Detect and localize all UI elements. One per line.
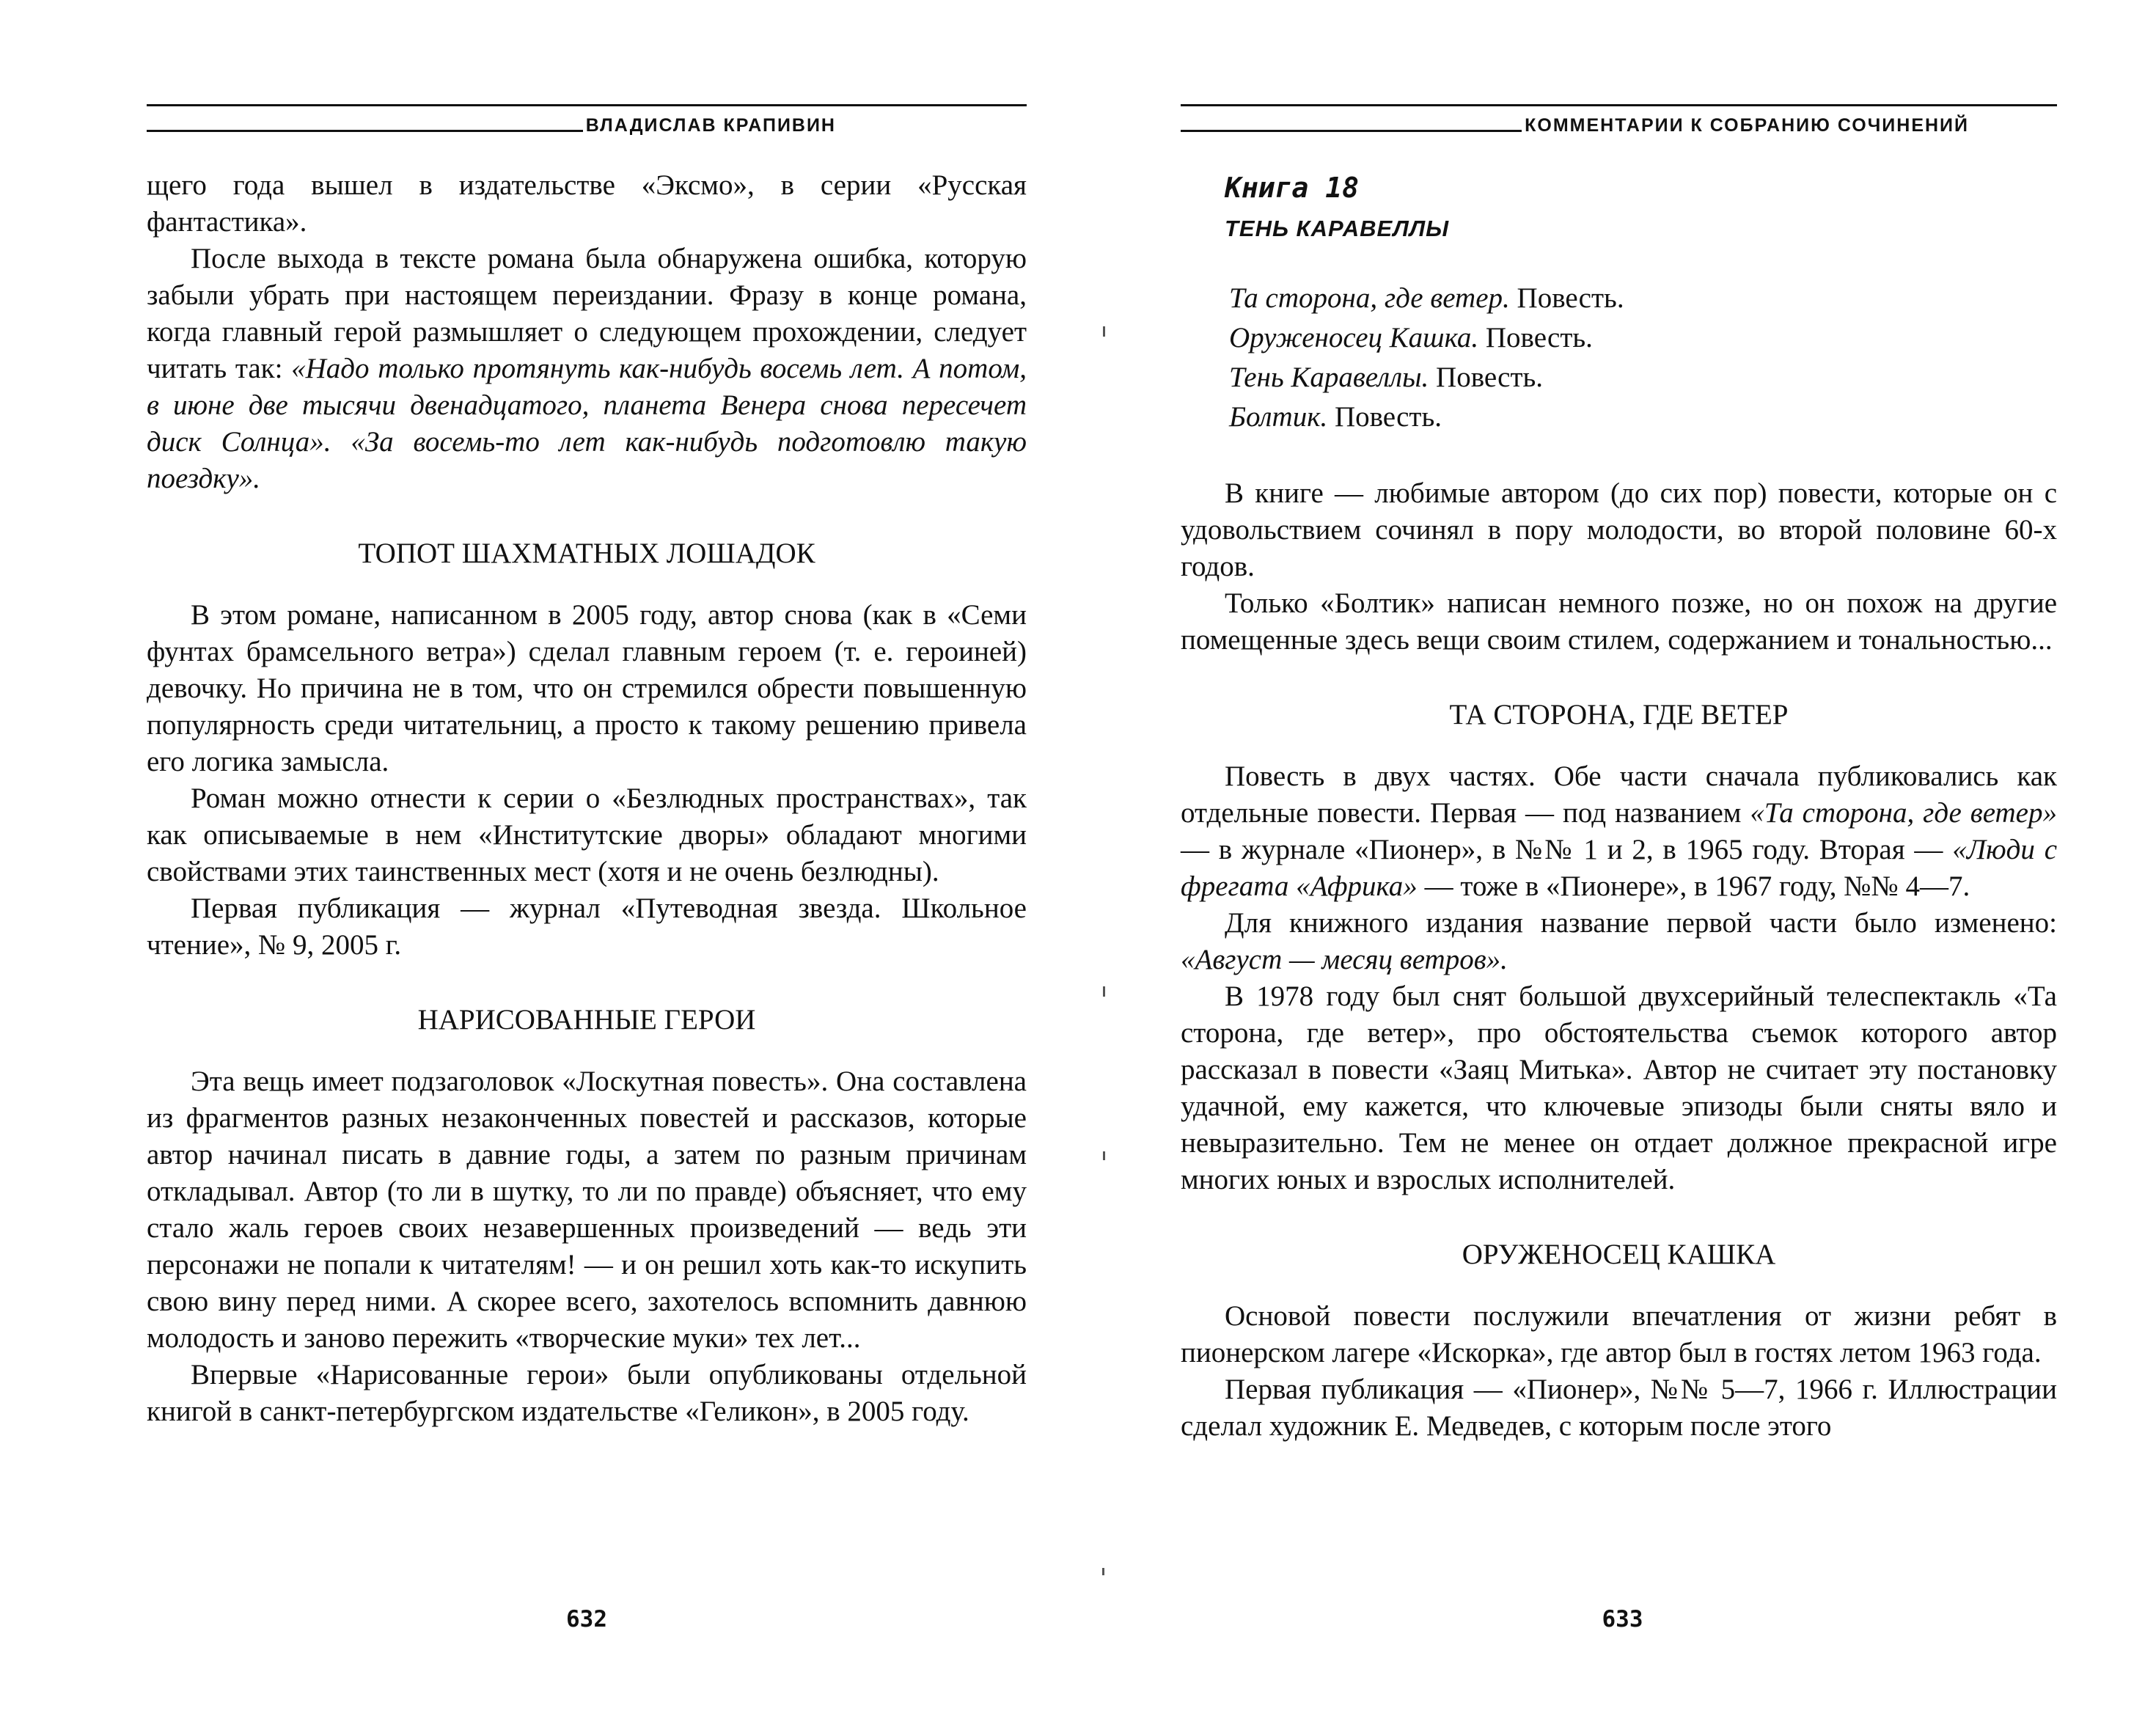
gutter-mark: [1103, 1151, 1105, 1160]
paragraph: щего года вышел в издательстве «Эксмо», в серии «Русская фантастика».: [147, 169, 1027, 238]
paragraph-plain: Повесть в двух частях. Обе части сначала публиковались как отдельные повести. Первая — под названием: [1181, 760, 2057, 829]
title-italic: «Та сторона, где ветер»: [1750, 797, 2057, 829]
running-head-title: КОММЕНТАРИИ К СОБРАНИЮ СОЧИНЕНИЙ: [1525, 115, 1969, 136]
work-kind: Повесть.: [1478, 322, 1593, 353]
page-number: 632: [566, 1606, 607, 1632]
title-italic: «Люди с фрегата «Африка»: [1181, 834, 2058, 902]
list-item: [1229, 397, 2057, 437]
paragraph-plain: — тоже в «Пионере», в 1967 году, №№ 4—7.: [1417, 871, 1970, 902]
paragraph: Первая публикация — «Пионер», №№ 5—7, 1966 г. Иллюстрации сделал художник Е. Медведев, с которым после этого: [1181, 1374, 2057, 1442]
list-item: [1229, 358, 2057, 397]
work-kind: Повесть.: [1327, 401, 1442, 433]
running-head-author: ВЛАДИСЛАВ КРАПИВИН: [585, 115, 836, 136]
paragraph: Эта вещь имеет подзаголовок «Лоскутная повесть». Она составлена из фрагментов разных незаконченных повестей и рассказов, которые автор начинал писать в давние годы, а затем по разным причинам откладывал. Автор (то ли в шутку, то ли по правде) объясняет, что ему стало жаль героев своих незавершенных произведений — ведь эти персонажи не попали к читателям! — и он решил хоть как-то искупить свою вину перед ними. А скорее всего, захотелось вспомнить давнюю молодость и заново пережить «творческие муки» тех лет...: [147, 1066, 1027, 1354]
work-title: Оруженосец Кашка.: [1229, 322, 1479, 353]
list-item: [1229, 318, 2057, 358]
header-rule: [147, 104, 1027, 106]
book-subtitle: ТЕНЬ КАРАВЕЛЛЫ: [1225, 216, 1450, 241]
quote-italic: «Надо только протянуть как-нибудь восемь лет. А потом, в июне две тысячи двенадцатого, планета Венера снова пересечет диск Солнца». «За восемь-то лет как-нибудь подготовлю такую поездку».: [147, 353, 1027, 494]
paragraph: В этом романе, написанном в 2005 году, автор снова (как в «Семи фунтах брамсельного ветра») сделал главным героем (т. е. героиней) девочку. Но причина не в том, что он стремился обрести повышенную популярность среди читательниц, а просто к такому решению привела его логика замысла.: [147, 599, 1027, 777]
paragraph: Впервые «Нарисованные герои» были опубликованы отдельной книгой в санкт-петербургском издательстве «Геликон», в 2005 году.: [147, 1359, 1027, 1427]
list-item: [1229, 279, 2057, 318]
header-rule: [1181, 104, 2057, 106]
work-kind: Повесть.: [1429, 362, 1544, 393]
paragraph: В книге — любимые автором (до сих пор) повести, которые он с удовольствием сочинял в пору молодости, во второй половине 60-х годов.: [1181, 477, 2057, 582]
work-kind: Повесть.: [1509, 282, 1624, 314]
section-heading: ОРУЖЕНОСЕЦ КАШКА: [1462, 1239, 1776, 1270]
running-head: [147, 111, 836, 136]
work-title: Тень Каравеллы.: [1229, 362, 1429, 393]
left-page-text: [147, 167, 1027, 1430]
work-title: Та сторона, где ветер.: [1229, 282, 1510, 314]
paragraph: Только «Болтик» написан немного позже, но он похож на другие помещенные здесь вещи своим стилем, содержанием и тональностью...: [1181, 587, 2057, 656]
gutter-mark: [1103, 986, 1105, 997]
work-title: Болтик.: [1229, 401, 1328, 433]
running-head-rule: [1181, 130, 1522, 132]
right-page: [1181, 0, 2064, 1730]
running-head-rule: [147, 130, 583, 132]
book-title: Книга 18: [1225, 172, 1360, 204]
page-number: 633: [1602, 1606, 1643, 1632]
section-heading: ТОПОТ ШАХМАТНЫХ ЛОШАДОК: [358, 538, 815, 569]
paragraph: [1181, 758, 2057, 905]
paragraph: В 1978 году был снят большой двухсерийный телеспектакль «Та сторона, где ветер», про обстоятельства съемок которого автор рассказал в повести «Заяц Митька». Автор не считает эту постановку удачной, ему кажется, что ключевые эпизоды были сняты вяло и невыразительно. Тем не менее он отдает должное прекрасной игре многих юных и взрослых исполнителей.: [1181, 981, 2057, 1195]
section-heading: ТА СТОРОНА, ГДЕ ВЕТЕР: [1449, 699, 1789, 730]
gutter-mark: [1102, 1568, 1104, 1575]
left-page: [147, 0, 1027, 1730]
paragraph: [147, 241, 1027, 497]
contents-list: [1181, 279, 2057, 437]
title-italic: «Август — месяц ветров».: [1181, 944, 1508, 975]
gutter-mark: [1103, 326, 1105, 337]
paragraph-plain: После выхода в тексте романа была обнаружена ошибка, которую забыли убрать при настоящем переиздании. Фразу в конце романа, когда главный герой размышляет о следующем прохождении, следует читать так:: [147, 243, 1027, 384]
running-head: [1181, 111, 1969, 136]
paragraph: [1181, 905, 2057, 978]
right-page-text: [1181, 167, 2057, 1445]
section-heading: НАРИСОВАННЫЕ ГЕРОИ: [417, 1004, 756, 1036]
paragraph-plain: Для книжного издания название первой части было изменено:: [1225, 907, 2057, 939]
paragraph: Первая публикация — журнал «Путеводная звезда. Школьное чтение», № 9, 2005 г.: [147, 893, 1027, 961]
paragraph: Основой повести послужили впечатления от жизни ребят в пионерском лагере «Искорка», где автор был в гостях летом 1963 года.: [1181, 1300, 2057, 1368]
paragraph: Роман можно отнести к серии о «Безлюдных пространствах», так как описываемые в нем «Институтские дворы» обладают многими свойствами этих таинственных мест (хотя и не очень безлюдны).: [147, 782, 1027, 887]
paragraph-plain: — в журнале «Пионер», в №№ 1 и 2, в 1965 году. Вторая —: [1181, 834, 1953, 865]
